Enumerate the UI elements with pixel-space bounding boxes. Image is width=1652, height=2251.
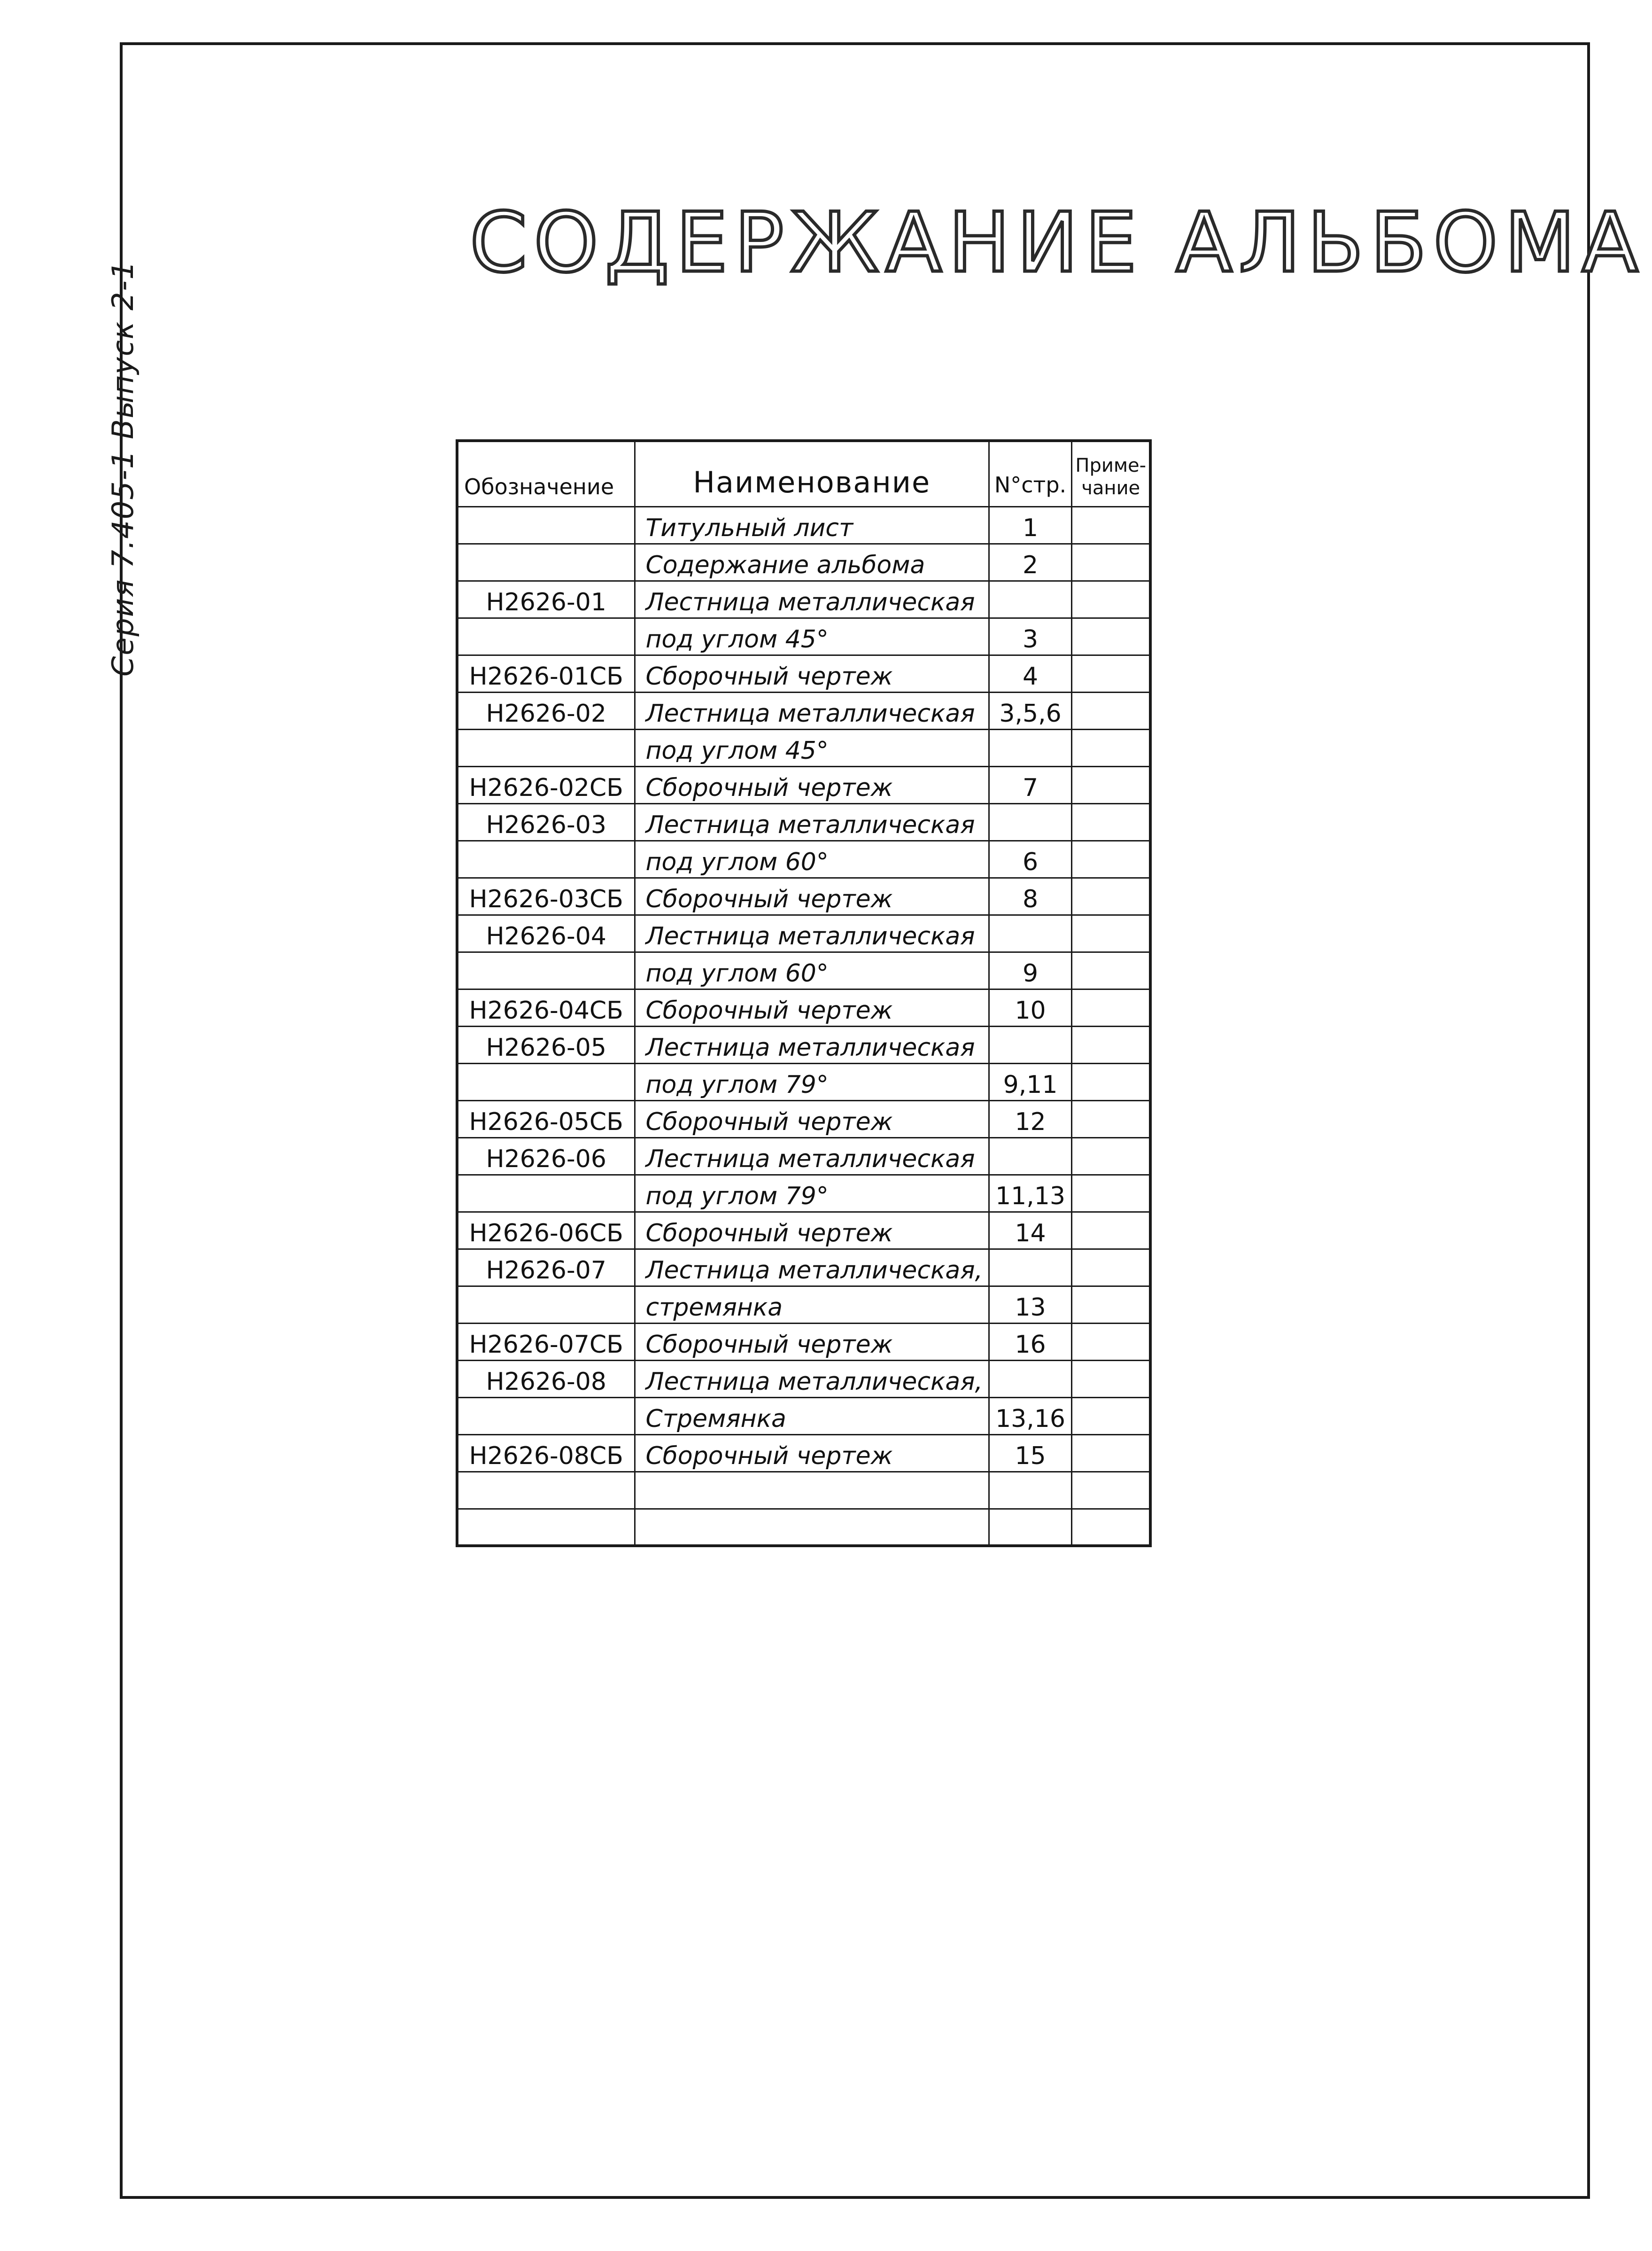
cell-note xyxy=(1071,1026,1150,1063)
cell-note xyxy=(1071,729,1150,766)
cell-name: под углом 45° xyxy=(635,729,989,766)
cell-code xyxy=(457,618,635,655)
cell-name: Сборочный чертеж xyxy=(635,1100,989,1137)
cell-note xyxy=(1071,1360,1150,1397)
cell-note xyxy=(1071,506,1150,544)
table-row xyxy=(457,1100,1150,1137)
cell-page: 1 xyxy=(989,506,1072,544)
table-row xyxy=(457,506,1150,544)
cell-note xyxy=(1071,878,1150,915)
contents-table xyxy=(456,439,1152,1547)
cell-name: Лестница металлическая, xyxy=(635,1249,989,1286)
cell-page: 11,13 xyxy=(989,1175,1072,1212)
cell-code xyxy=(457,1509,635,1546)
cell-page: 3 xyxy=(989,618,1072,655)
cell-code: Н2626-07 xyxy=(457,1249,635,1286)
cell-code: Н2626-06 xyxy=(457,1137,635,1175)
cell-code xyxy=(457,952,635,989)
cell-note xyxy=(1071,766,1150,803)
cell-note xyxy=(1071,1137,1150,1175)
cell-code: Н2626-01 xyxy=(457,581,635,618)
table-row xyxy=(457,544,1150,581)
header-note: Приме-чание xyxy=(1071,441,1150,506)
table-row xyxy=(457,803,1150,841)
header-page: N°стр. xyxy=(989,441,1072,506)
cell-name: Сборочный чертеж xyxy=(635,989,989,1026)
table-row xyxy=(457,841,1150,878)
cell-page: 8 xyxy=(989,878,1072,915)
cell-page: 10 xyxy=(989,989,1072,1026)
table-row xyxy=(457,1434,1150,1472)
cell-page: 14 xyxy=(989,1212,1072,1249)
table-row xyxy=(457,692,1150,729)
cell-page xyxy=(989,803,1072,841)
table-row xyxy=(457,915,1150,952)
cell-note xyxy=(1071,1063,1150,1100)
cell-page: 15 xyxy=(989,1434,1072,1472)
cell-code: Н2626-05 xyxy=(457,1026,635,1063)
cell-note xyxy=(1071,1175,1150,1212)
cell-code: Н2626-02СБ xyxy=(457,766,635,803)
cell-page xyxy=(989,915,1072,952)
cell-name: Сборочный чертеж xyxy=(635,655,989,692)
cell-name: Лестница металлическая xyxy=(635,692,989,729)
cell-name: под углом 60° xyxy=(635,841,989,878)
cell-name xyxy=(635,1472,989,1509)
cell-note xyxy=(1071,803,1150,841)
table-row xyxy=(457,581,1150,618)
cell-name: под углом 79° xyxy=(635,1063,989,1100)
cell-page: 9,11 xyxy=(989,1063,1072,1100)
cell-note xyxy=(1071,1323,1150,1360)
cell-code xyxy=(457,1397,635,1434)
table-row xyxy=(457,878,1150,915)
cell-code: Н2626-06СБ xyxy=(457,1212,635,1249)
cell-page xyxy=(989,1249,1072,1286)
cell-note xyxy=(1071,915,1150,952)
cell-note xyxy=(1071,1249,1150,1286)
cell-page xyxy=(989,1026,1072,1063)
header-code: Обозначение xyxy=(457,441,635,506)
cell-name: Лестница металлическая xyxy=(635,1026,989,1063)
cell-page: 9 xyxy=(989,952,1072,989)
cell-page xyxy=(989,729,1072,766)
table-row xyxy=(457,1286,1150,1323)
table-row xyxy=(457,1323,1150,1360)
cell-name: Титульный лист xyxy=(635,506,989,544)
cell-code xyxy=(457,1472,635,1509)
table-row xyxy=(457,1137,1150,1175)
table-row xyxy=(457,1175,1150,1212)
cell-page xyxy=(989,1137,1072,1175)
cell-name: Содержание альбома xyxy=(635,544,989,581)
table-row xyxy=(457,952,1150,989)
cell-name: Сборочный чертеж xyxy=(635,1323,989,1360)
cell-name: Лестница металлическая xyxy=(635,915,989,952)
cell-note xyxy=(1071,1434,1150,1472)
cell-note xyxy=(1071,989,1150,1026)
cell-code xyxy=(457,729,635,766)
table-body xyxy=(457,506,1150,1546)
table-row xyxy=(457,1360,1150,1397)
table-row xyxy=(457,1509,1150,1546)
cell-page: 2 xyxy=(989,544,1072,581)
cell-name: Лестница металлическая xyxy=(635,803,989,841)
cell-code: Н2626-04СБ xyxy=(457,989,635,1026)
cell-note xyxy=(1071,1100,1150,1137)
cell-code: Н2626-01СБ xyxy=(457,655,635,692)
cell-page: 6 xyxy=(989,841,1072,878)
table-row xyxy=(457,1397,1150,1434)
cell-page: 13,16 xyxy=(989,1397,1072,1434)
cell-code: Н2626-04 xyxy=(457,915,635,952)
cell-name: Сборочный чертеж xyxy=(635,878,989,915)
cell-note xyxy=(1071,1509,1150,1546)
cell-page xyxy=(989,1472,1072,1509)
cell-code xyxy=(457,841,635,878)
table-row xyxy=(457,1212,1150,1249)
cell-name: под углом 79° xyxy=(635,1175,989,1212)
cell-code: Н2626-05СБ xyxy=(457,1100,635,1137)
cell-page xyxy=(989,581,1072,618)
cell-page: 7 xyxy=(989,766,1072,803)
cell-code: Н2626-03 xyxy=(457,803,635,841)
cell-note xyxy=(1071,618,1150,655)
series-label: Серия 7.405-1 Выпуск 2-1 xyxy=(106,260,140,677)
table-row xyxy=(457,1063,1150,1100)
cell-name: Лестница металлическая xyxy=(635,1137,989,1175)
cell-code xyxy=(457,506,635,544)
cell-code: Н2626-08 xyxy=(457,1360,635,1397)
cell-page xyxy=(989,1509,1072,1546)
cell-name: под углом 60° xyxy=(635,952,989,989)
table-row xyxy=(457,766,1150,803)
header-name: Наименование xyxy=(635,441,989,506)
cell-code: Н2626-07СБ xyxy=(457,1323,635,1360)
cell-page xyxy=(989,1360,1072,1397)
cell-code xyxy=(457,1063,635,1100)
cell-name: Сборочный чертеж xyxy=(635,1434,989,1472)
cell-note xyxy=(1071,692,1150,729)
cell-name xyxy=(635,1509,989,1546)
cell-note xyxy=(1071,1212,1150,1249)
cell-note xyxy=(1071,655,1150,692)
cell-note xyxy=(1071,581,1150,618)
cell-name: Сборочный чертеж xyxy=(635,766,989,803)
cell-page: 13 xyxy=(989,1286,1072,1323)
cell-name: под углом 45° xyxy=(635,618,989,655)
cell-page: 3,5,6 xyxy=(989,692,1072,729)
cell-code xyxy=(457,544,635,581)
table-header-row xyxy=(457,441,1150,506)
table-row xyxy=(457,1026,1150,1063)
table-row xyxy=(457,1249,1150,1286)
cell-name: Лестница металлическая, xyxy=(635,1360,989,1397)
cell-name: Лестница металлическая xyxy=(635,581,989,618)
cell-name: Стремянка xyxy=(635,1397,989,1434)
cell-name: стремянка xyxy=(635,1286,989,1323)
table-row xyxy=(457,989,1150,1026)
cell-page: 4 xyxy=(989,655,1072,692)
table-row xyxy=(457,618,1150,655)
table-row xyxy=(457,655,1150,692)
cell-note xyxy=(1071,1472,1150,1509)
cell-code: Н2626-08СБ xyxy=(457,1434,635,1472)
cell-note xyxy=(1071,952,1150,989)
cell-code: Н2626-03СБ xyxy=(457,878,635,915)
cell-code xyxy=(457,1175,635,1212)
cell-note xyxy=(1071,1397,1150,1434)
cell-code: Н2626-02 xyxy=(457,692,635,729)
cell-name: Сборочный чертеж xyxy=(635,1212,989,1249)
cell-note xyxy=(1071,544,1150,581)
cell-note xyxy=(1071,1286,1150,1323)
page-title: СОДЕРЖАНИЕ АЛЬБОМА xyxy=(470,195,1645,291)
cell-page: 16 xyxy=(989,1323,1072,1360)
table-row xyxy=(457,729,1150,766)
cell-page: 12 xyxy=(989,1100,1072,1137)
cell-code xyxy=(457,1286,635,1323)
cell-note xyxy=(1071,841,1150,878)
table-row xyxy=(457,1472,1150,1509)
